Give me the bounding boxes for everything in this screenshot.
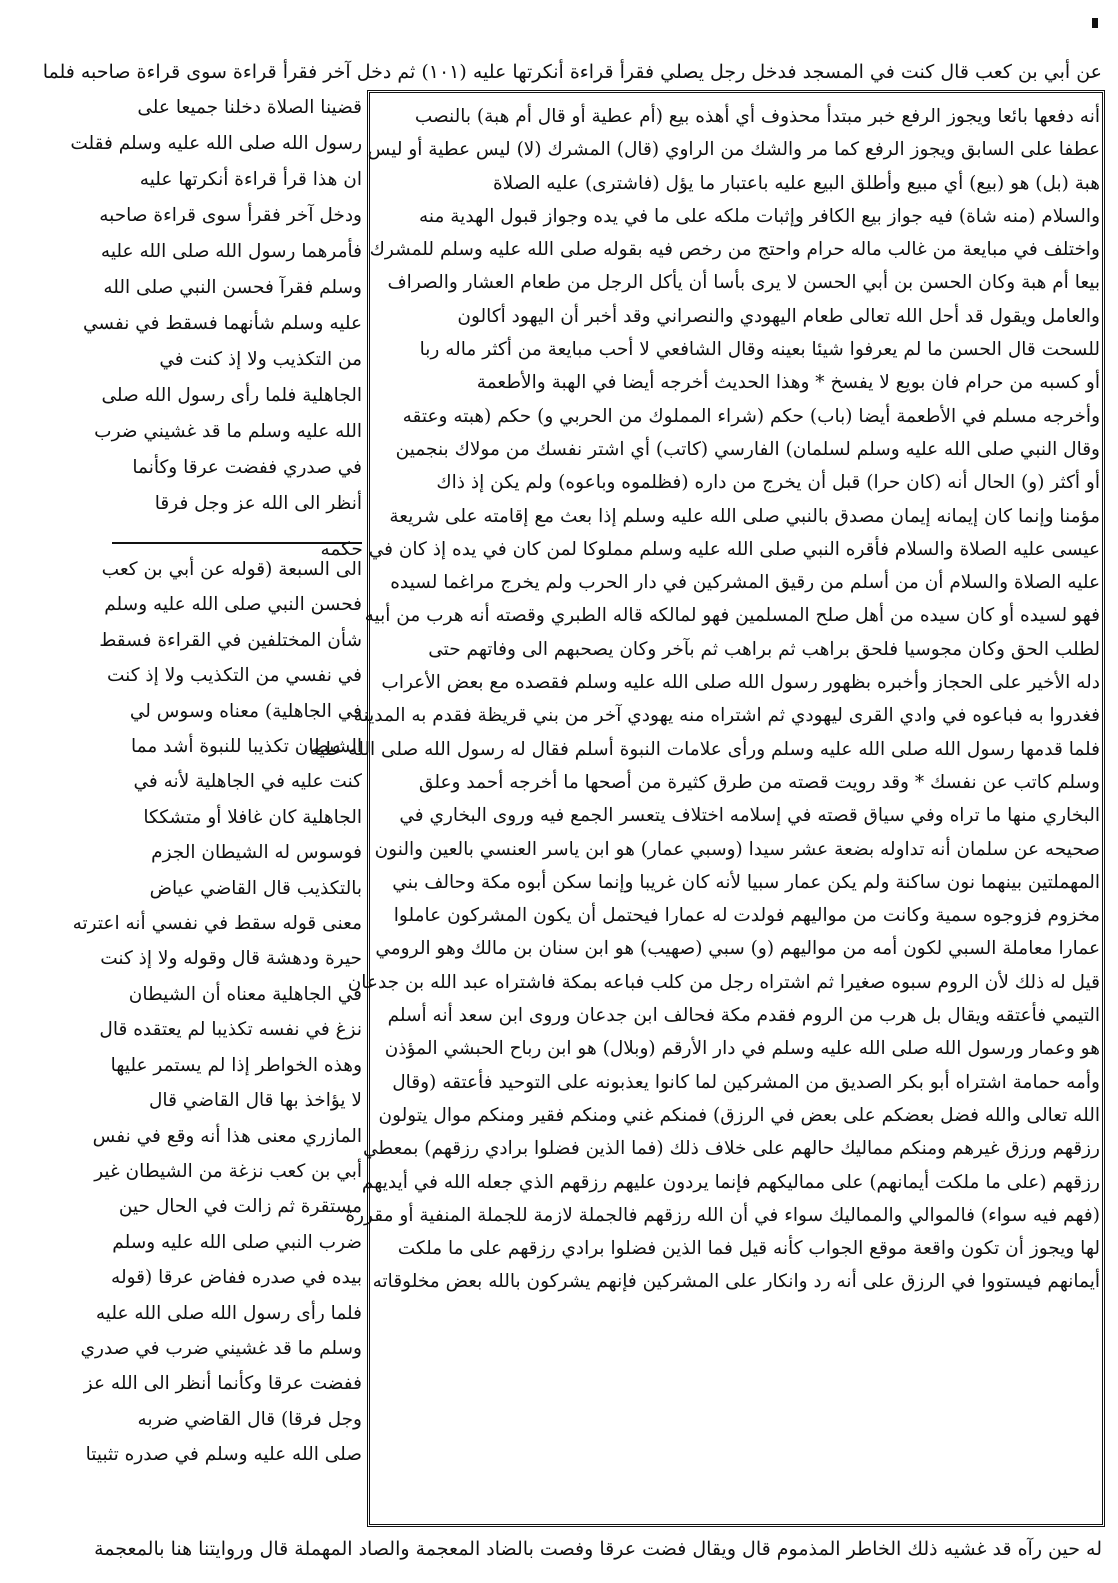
main-text-line: واختلف في مبايعة من غالب ماله حرام واحتج من رخص فيه بقوله صلى الله عليه وسلم للمشرك — [369, 239, 1100, 261]
margin-divider — [112, 542, 362, 544]
margin-commentary-line: في الجاهلية معناه أن الشيطان — [128, 983, 362, 1005]
margin-hadith-line: فأمرهما رسول الله صلى الله عليه — [100, 241, 362, 262]
header-hadith-line: عن أبي بن كعب قال كنت في المسجد فدخل رجل يصلي فقرأ قراءة أنكرتها عليه (١٠١) ثم دخل آخر فقرأ قراءة سوى قراءة صاحبه فلما — [42, 61, 1102, 83]
margin-commentary-line: وجل فرقا) قال القاضي ضربه — [137, 1408, 362, 1430]
margin-commentary-line: لا يؤاخذ بها قال القاضي قال — [148, 1090, 362, 1112]
margin-hadith-line: الله عليه وسلم ما قد غشيني ضرب — [94, 421, 362, 442]
margin-hadith-line: في صدري ففضت عرقا وكأنما — [132, 457, 362, 478]
margin-commentary-line: وهذه الخواطر إذا لم يستمر عليها — [110, 1054, 362, 1076]
main-text-line: عمارا معاملة السبي لكون أمه من مواليهم (و) سبي (صهيب) هو ابن سنان بن مالك وهو الرومي — [375, 938, 1100, 960]
main-text-line: (فهم فيه سواء) فالموالي والمماليك سواء في أن الله رزقهم فالجملة لازمة للجملة المنفية أو مقررة — [345, 1204, 1100, 1226]
margin-hadith-line: ان هذا قرأ قراءة أنكرتها عليه — [139, 169, 362, 190]
margin-commentary-line: الجاهلية كان غافلا أو متشككا — [143, 806, 362, 828]
margin-commentary-line: صلى الله عليه وسلم في صدره تثبيتا — [85, 1444, 362, 1466]
margin-hadith-line: عليه وسلم شأنهما فسقط في نفسي — [82, 313, 362, 334]
margin-commentary-line: معنى قوله سقط في نفسي أنه اعترته — [72, 913, 362, 935]
footer-continuation-line: له حين رآه قد غشيه ذلك الخاطر المذموم قال ويقال فضت عرقا وفصت بالضاد المعجمة والصاد المهملة قال وروايتنا هنا بالمعجمة — [94, 1538, 1102, 1560]
margin-commentary-line: الى السبعة (قوله عن أبي بن كعب — [101, 559, 362, 580]
main-text-line: أو أكثر (و) الحال أنه (كان حرا) قبل أن يخرج من داره (فظلموه وباعوه) ولم يكن إذ ذاك — [436, 472, 1100, 494]
margin-commentary-line: نزغ في نفسه تكذيبا لم يعتقده قال — [99, 1019, 362, 1041]
margin-commentary-line: وسلم ما قد غشيني ضرب في صدري — [80, 1337, 362, 1359]
main-text-line: هبة (بل) هو (بيع) أي مبيع وأطلق البيع عليه باعتبار ما يؤل (فاشترى) عليه الصلاة — [492, 172, 1100, 194]
main-text-line: أيمانهم فيستووا في الرزق على أنه رد وانكار على المشركين فإنهم يشركون بالله بعض مخلوقاته — [372, 1271, 1100, 1293]
margin-commentary-line: الشيطان تكذيبا للنبوة أشد مما — [131, 736, 362, 758]
margin-hadith-line: الجاهلية فلما رأى رسول الله صلى — [101, 385, 362, 406]
main-text-line: عليه الصلاة والسلام أن من أسلم من رقيق المشركين في دار الحرب ولم يخرج مراغما لسيده — [390, 572, 1100, 594]
main-text-line: أو كسبه من حرام فان بويع لا يفسخ * وهذا الحديث أخرجه أيضا في الهبة والأطعمة — [476, 372, 1100, 394]
margin-commentary-line: ففضت عرقا وكأنما أنظر الى الله عز — [83, 1373, 362, 1395]
main-text-line: الله تعالى والله فضل بعضكم على بعض في الرزق) فمنكم غني ومنكم فقير ومنكم موال يتولون — [378, 1104, 1100, 1126]
main-text-line: عيسى عليه الصلاة والسلام فأقره النبي صلى الله عليه وسلم مملوكا لمن كان في يده إذ كان في حكمه — [320, 538, 1100, 560]
main-text-line: دله الأخير على الحجاز وأخبره بظهور رسول الله صلى الله عليه وسلم فقصده مع بعض الأعراب — [381, 672, 1100, 694]
main-text-line: وسلم كاتب عن نفسك * وقد رويت قصته من طرق كثيرة من أصحها ما أخرجه أحمد وعلق — [418, 771, 1100, 793]
margin-commentary-line: في الجاهلية) معناه وسوس لي — [129, 700, 362, 722]
main-text-line: والعامل ويقول قد أحل الله تعالى طعام اليهودي والنصراني وقد أخبر أن اليهود أكالون — [457, 305, 1100, 327]
main-commentary-column — [309, 100, 1100, 1299]
main-text-line: مؤمنا وإنما كان إيمانه إيمان مصدق بالنبي صلى الله عليه وسلم إذا بعث مع إقامته على شريعة — [389, 505, 1100, 527]
margin-commentary-line: فوسوس له الشيطان الجزم — [151, 842, 362, 864]
margin-commentary-line: فحسن النبي صلى الله عليه وسلم — [104, 594, 362, 616]
main-text-line: التيمي فأعتقه ويقال بل هرب من الروم فقدم مكة فحالف ابن جدعان وروى ابن سعد أنه أسلم — [387, 1005, 1100, 1027]
margin-commentary-line: فلما رأى رسول الله صلى الله عليه — [95, 1302, 362, 1324]
margin-hadith-text — [70, 90, 362, 522]
main-text-line: فهو لسيده أو كان سيده من أهل صلح المسلمين فهو لمالكه قاله الطبري وقصته أنه هرب من أبيه — [364, 605, 1100, 627]
margin-hadith-line: وسلم فقرآ فحسن النبي صلى الله — [103, 277, 362, 298]
main-text-line: صحيحه عن سلمان أنه تداوله بضعة عشر سيدا (وسبي عمار) هو ابن ياسر العنسي بالعين والنون — [374, 838, 1100, 860]
main-text-line: وأخرجه مسلم في الأطعمة أيضا (باب) حكم (شراء المملوك من الحربي و) حكم (هبته وعتقه — [402, 405, 1100, 427]
margin-hadith-line: أنظر الى الله عز وجل فرقا — [154, 493, 362, 514]
main-text-line: بيعا أم هبة وكان الحسن بن أبي الحسن لا يرى بأسا أن يأكل الرجل من طعام العشار والصراف — [387, 272, 1100, 294]
margin-commentary-line: مستقرة ثم زالت في الحال حين — [118, 1196, 362, 1218]
margin-commentary-line: في نفسي من التكذيب ولا إذ كنت — [107, 665, 362, 687]
main-text-line: رزقهم ورزق غيرهم ومنكم مماليك حالهم على خلاف ذلك (فما الذين فضلوا برادي رزقهم) بمعطي — [363, 1138, 1100, 1160]
margin-hadith-line: رسول الله صلى الله عليه وسلم فقلت — [70, 133, 362, 154]
main-text-line: قيل له ذلك لأن الروم سبوه صغيرا ثم اشتراه رجل من كلب فباعه بمكة فاشتراه عبد الله بن جدعان — [347, 971, 1100, 993]
margin-commentary-line: بالتكذيب قال القاضي عياض — [149, 877, 362, 899]
corner-mark — [1092, 18, 1098, 28]
main-text-line: للسحت قال الحسن ما لم يعرفوا شيئا بعينه وقال الشافعي لا أحب مبايعة من أكثر ماله ربا — [419, 339, 1100, 361]
margin-hadith-line: قضينا الصلاة دخلنا جميعا على — [137, 97, 362, 118]
margin-hadith-line: ودخل آخر فقرأ سوى قراءة صاحبه — [99, 205, 362, 226]
main-text-line: مخزوم فزوجوه سمية وكانت من مواليهم فولدت له عمارا فيحتمل أن يكون المشركون عاملوا — [393, 905, 1100, 927]
margin-commentary-text — [72, 552, 362, 1473]
margin-commentary-line: المازري معنى هذا أنه وقع في نفس — [92, 1125, 362, 1147]
main-text-line: البخاري منها ما تراه وفي سياق قصته في إسلامه اختلاف يتعسر الجمع فيه وروى البخاري في — [399, 805, 1100, 827]
main-text-line: وقال النبي صلى الله عليه وسلم لسلمان) الفارسي (كاتب) أي اشتر نفسك من مولاك بنجمين — [395, 438, 1100, 460]
main-text-line: وأمه حمامة اشتراه أبو بكر الصديق من المشركين لما كانوا يعذبونه على التوحيد فأعتقه (وقال — [392, 1071, 1100, 1093]
main-text-line: لطلب الحق وكان مجوسيا فلحق براهب ثم براهب ثم بآخر وكان يصحبهم الى وفاتهم حتى — [428, 638, 1100, 660]
main-text-line: لها ويجوز أن تكون واقعة موقع الجواب كأنه قيل فما الذين فضلوا برادي رزقهم على ما ملكت — [397, 1238, 1100, 1260]
main-text-line: أنه دفعها بائعا ويجوز الرفع خبر مبتدأ محذوف أي أهذه بيع (أم عطية أو قال أم هبة) بالنصب — [414, 106, 1100, 127]
margin-commentary-line: كنت عليه في الجاهلية لأنه في — [133, 771, 362, 793]
margin-commentary-line: شأن المختلفين في القراءة فسقط — [99, 629, 362, 651]
margin-hadith-line: من التكذيب ولا إذ كنت في — [159, 349, 362, 370]
main-text-line: عطفا على السابق ويجوز الرفع كما مر والشك من الراوي (قال) المشرك (لا) ليس عطية أو ليس — [367, 139, 1100, 161]
main-text-line: فغدروا به فباعوه في وادي القرى ليهودي ثم اشتراه منه يهودي آخر من بني قريظة فقدم به المدينة — [353, 705, 1100, 727]
margin-commentary-line: ضرب النبي صلى الله عليه وسلم — [112, 1231, 362, 1253]
margin-commentary-line: حيرة ودهشة قال وقوله ولا إذ كنت — [100, 948, 362, 970]
margin-commentary-line: بيده في صدره ففاض عرقا (قوله — [111, 1267, 362, 1289]
main-text-line: فلما قدمها رسول الله صلى الله عليه وسلم ورأى علامات النبوة أسلم فقال له رسول الله صلى الله عليه — [309, 738, 1100, 760]
main-text-line: رزقهم (على ما ملكت أيمانهم) على مماليكهم فإنما يردون عليهم رزقهم الذي جعله الله في أيديهم — [361, 1171, 1100, 1193]
margin-commentary-line: أبي بن كعب نزغة من الشيطان غير — [94, 1160, 362, 1182]
main-text-line: والسلام (منه شاة) فيه جواز بيع الكافر وإثبات ملكه على ما في يده وجواز قبول الهدية منه — [418, 205, 1100, 227]
main-text-line: هو وعمار ورسول الله صلى الله عليه وسلم في دار الأرقم (وبلال) هو ابن رباح الحبشي المؤذن — [384, 1038, 1100, 1060]
main-text-line: المهملتين بينهما نون ساكنة ولم يكن عمار سبيا لأنه كان غريبا وإنما سكن أبوه مكة وحالف بني — [392, 871, 1100, 893]
